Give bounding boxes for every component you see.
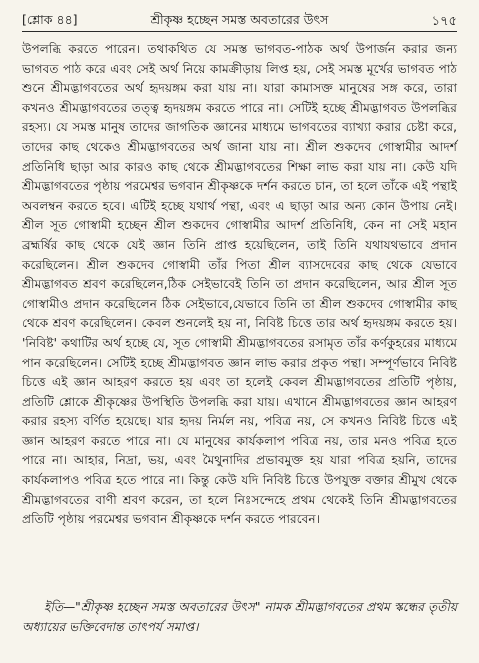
chapter-closing-note: ইতি—"শ্রীকৃষ্ণ হচ্ছেন সমস্ত অবতারের উৎস" নামক শ্রীমদ্ভাগবতের প্রথম স্কন্ধের তৃতীয় অধ্যায়ের ভক্তিবেদান্ত তাৎপর্য সমাপ্ত। [22, 600, 457, 634]
page-header [0, 0, 479, 32]
verse-reference: [শ্লোক ৪৪] [22, 12, 78, 27]
header-divider [22, 31, 457, 32]
page-number: ১৭৫ [431, 14, 457, 29]
main-text [22, 40, 457, 534]
purport-paragraph: উপলব্ধি করতে পারেন। তথাকথিত যে সমস্ত ভাগবত-পাঠক অর্থ উপার্জন করার জন্য ভাগবত পাঠ করে এবং সেই অর্থ নিয়ে কামক্রীড়ায় লিপ্ত হয়, সেই সমস্ত মূর্খের ভাগবত পাঠ শুনে শ্রীমদ্ভাগবতের অর্থ হৃদয়ঙ্গম করা যায় না। যারা কামাসক্ত মানুষের সঙ্গ করে, তারা কখনও শ্রীমদ্ভাগবতের তত্ত্ব হৃদয়ঙ্গম করতে পারে না। সেটিই হচ্ছে শ্রীমদ্ভাগবত উপলব্ধির রহস্য। যে সমস্ত মানুষ তাদের জাগতিক জ্ঞানের মাধ্যমে ভাগবতের ব্যাখ্যা করার চেষ্টা করে, তাদের কাছ থেকেও শ্রীমদ্ভাগবতের অর্থ জানা যায় না। শ্রীল শুকদেব গোস্বামীর আদর্শ প্রতিনিধি ছাড়া আর কারও কাছ থেকে শ্রীমদ্ভাগবতের শিক্ষা লাভ করা যায় না। কেউ যদি শ্রীমদ্ভাগবতের পৃষ্ঠায় পরমেশ্বর ভগবান শ্রীকৃষ্ণকে দর্শন করতে চান, তা হলে তাঁকে এই পন্থাই অবলম্বন করতে হবে। এটিই হচ্ছে যথার্থ পন্থা, এবং এ ছাড়া আর অন্য কোন উপায় নেই। শ্রীল সূত গোস্বামী হচ্ছেন শ্রীল শুকদেব গোস্বামীর আদর্শ প্রতিনিধি, কেন না সেই মহান ব্রহ্মর্ষির কাছ থেকে যেই জ্ঞান তিনি প্রাপ্ত হয়েছিলেন, তাই তিনি যথাযথভাবে প্রদান করেছিলেন। শ্রীল শুকদেব গোস্বামী তাঁর পিতা শ্রীল ব্যাসদেবের কাছ থেকে যেভাবে শ্রীমদ্ভাগবত শ্রবণ করেছিলেন,ঠিক সেইভাবেই তিনি তা প্রদান করেছিলেন, আর শ্রীল সূত গোস্বামীও প্রদান করেছিলেন ঠিক সেইভাবে,যেভাবে তিনি তা শ্রীল শুকদেব গোস্বামীর কাছ থেকে শ্রবণ করেছিলেন। কেবল শুনলেই হয় না, নিবিষ্ট চিত্তে তার অর্থ হৃদয়ঙ্গম করতে হয়। 'নিবিষ্ট' কথাটির অর্থ হচ্ছে যে, সূত গোস্বামী শ্রীমদ্ভাগবতের রসামৃত তাঁর কর্ণকুহরের মাধ্যমে পান করেছিলেন। সেটিই হচ্ছে শ্রীমদ্ভাগবত জ্ঞান লাভ করার প্রকৃত পন্থা। সম্পূর্ণভাবে নিবিষ্ট চিত্তে এই জ্ঞান আহরণ করতে হয় এবং তা হলেই কেবল শ্রীমদ্ভাগবতের প্রতিটি পৃষ্ঠায়, প্রতিটি শ্লোকে শ্রীকৃষ্ণের উপস্থিতি উপলব্ধি করা যায়। এখানে শ্রীমদ্ভাগবতের জ্ঞান আহরণ করার রহস্য বর্ণিত হয়েছে। যার হৃদয় নির্মল নয়, পবিত্র নয়, সে কখনও নিবিষ্ট চিত্তে এই জ্ঞান আহরণ করতে পারে না। যে মানুষের কার্যকলাপ পবিত্র নয়, তার মনও পবিত্র হতে পারে না। আহার, নিদ্রা, ভয়, এবং মৈথুনাদির প্রভাবমুক্ত হয় যারা পবিত্র হয়নি, তাদের কার্যকলাপও পবিত্র হতে পারে না। কিন্তু কেউ যদি নিবিষ্ট চিত্তে উপযুক্ত বক্তার শ্রীমুখ থেকে শ্রীমদ্ভাগবতের বাণী শ্রবণ করেন, তা হলে নিঃসন্দেহে প্রথম থেকেই তিনি শ্রীমদ্ভাগবতের প্রতিটি পৃষ্ঠায় পরমেশ্বর ভগবান শ্রীকৃষ্ণকে দর্শন করতে পারবেন। [22, 42, 457, 527]
running-title: শ্রীকৃষ্ণ হচ্ছেন সমস্ত অবতারের উৎস [150, 12, 329, 27]
